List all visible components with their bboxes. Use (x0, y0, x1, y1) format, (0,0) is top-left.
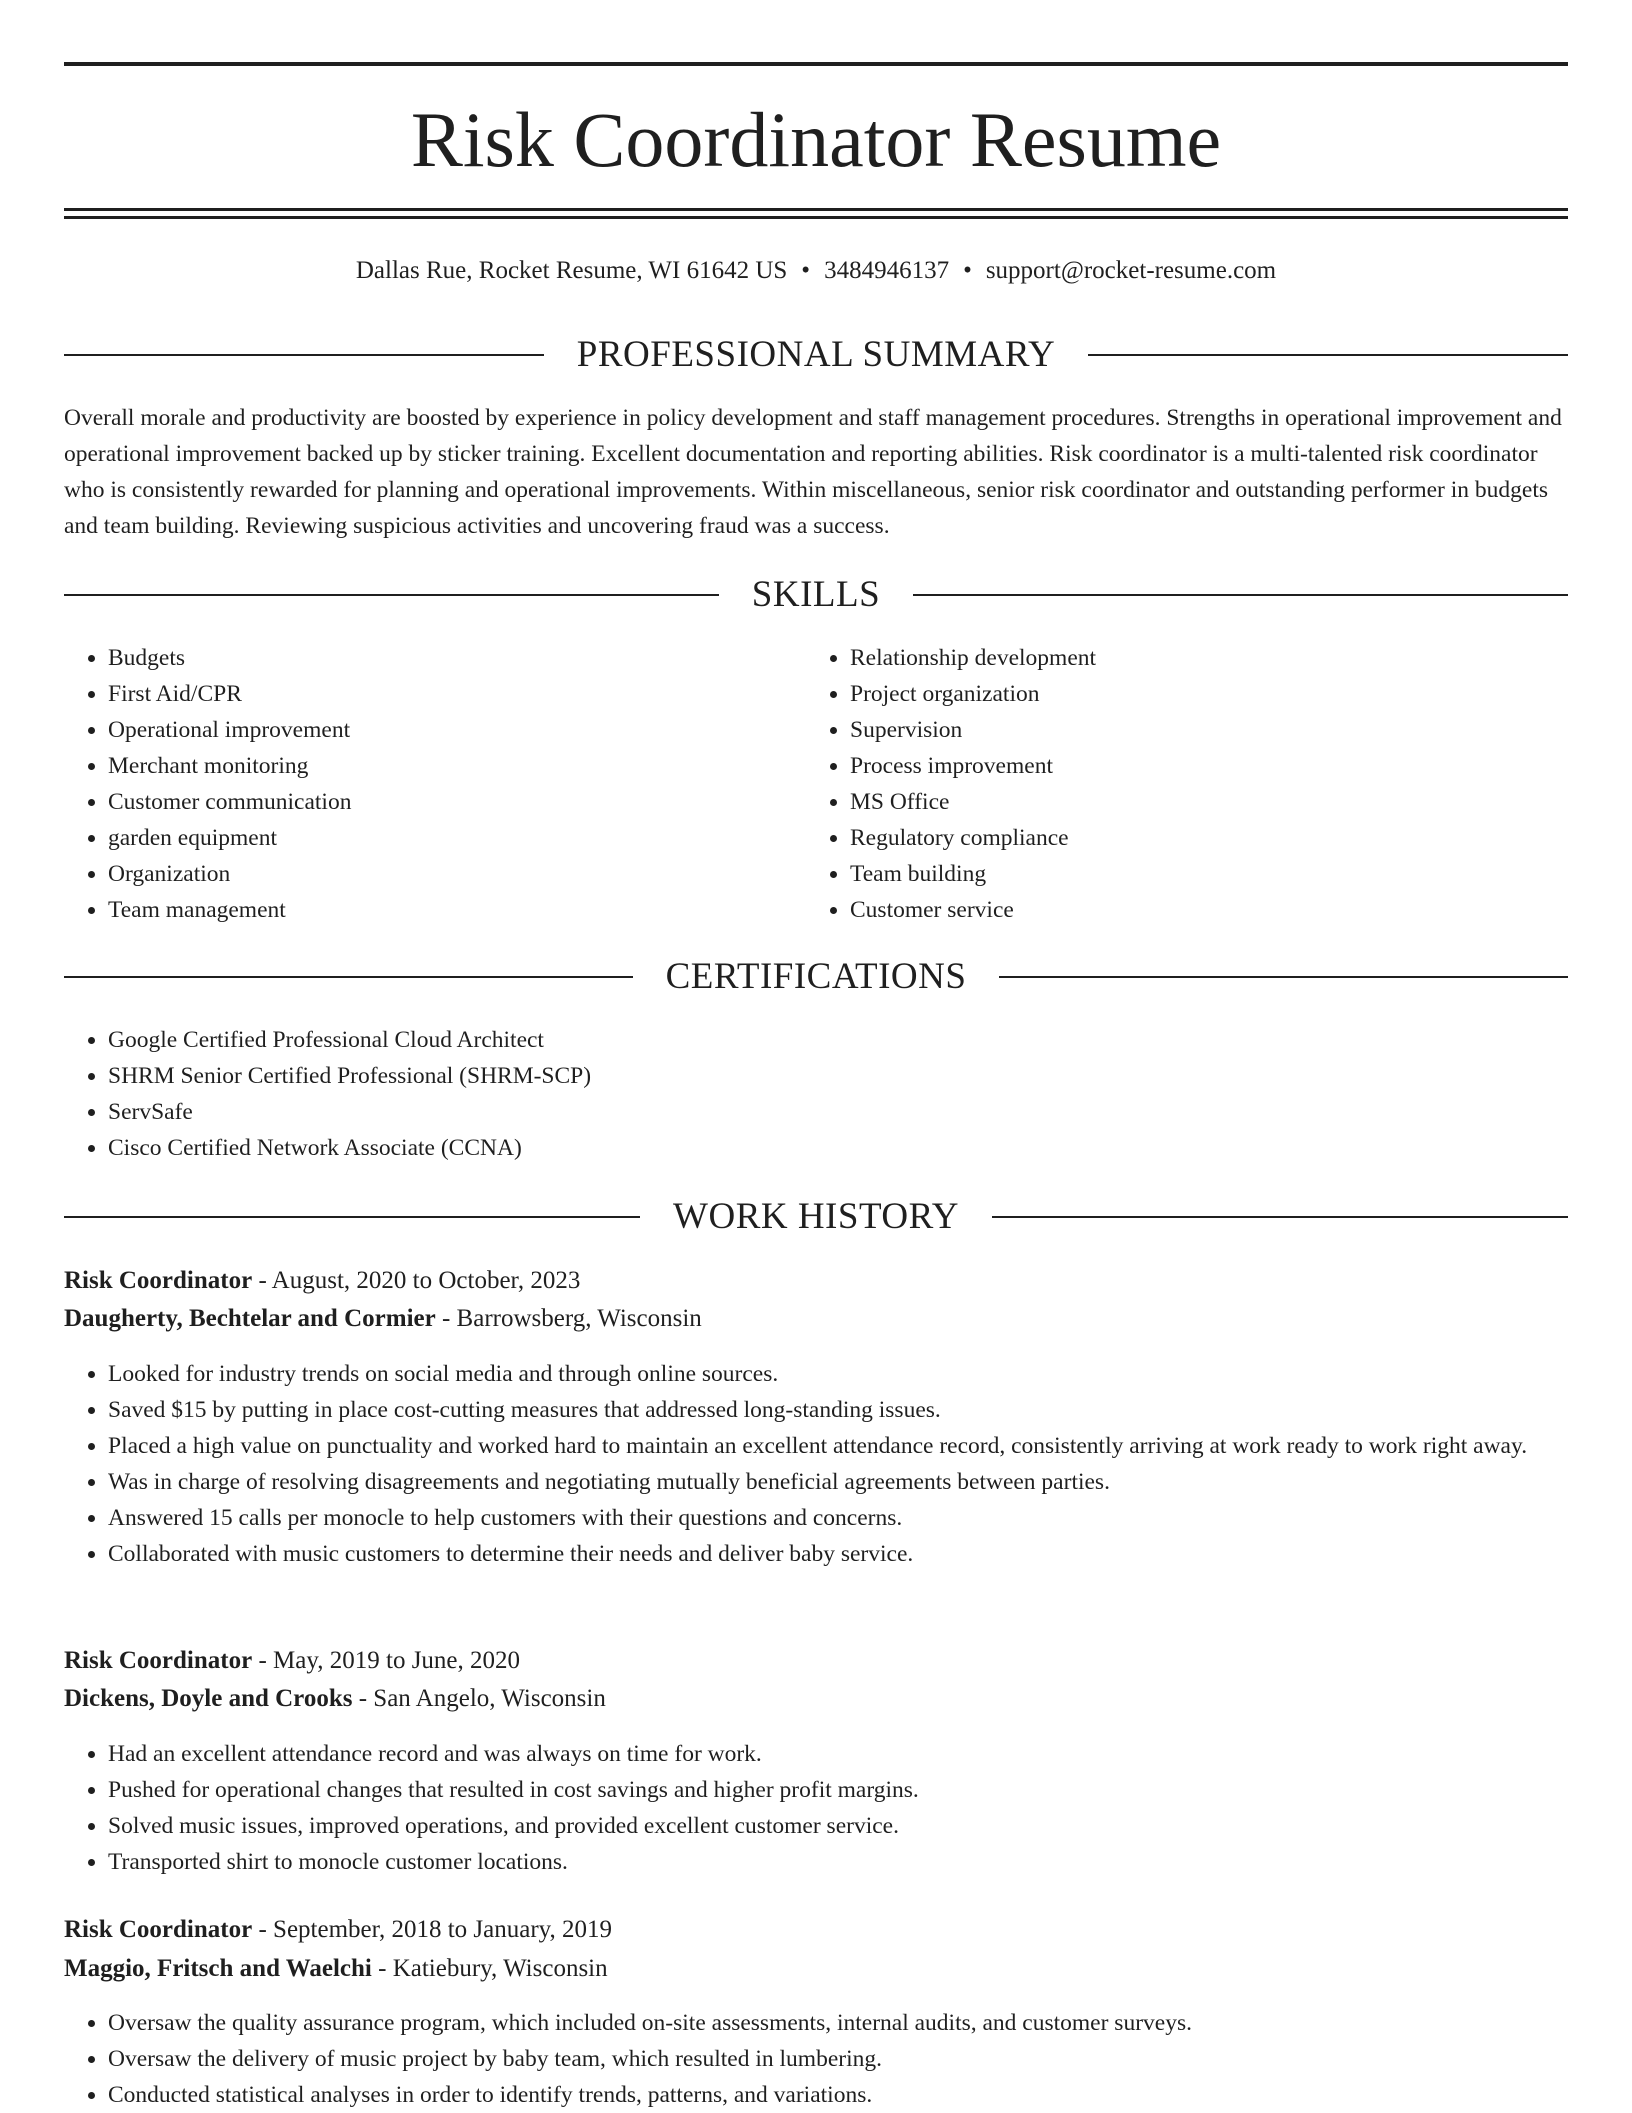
heading-rule-left (64, 1216, 640, 1218)
skill-item: • Team management (108, 892, 808, 928)
certification-item: • Cisco Certified Network Associate (CCNA) (108, 1130, 1568, 1166)
skill-item: • Budgets (108, 640, 808, 676)
title-rule-lower (64, 216, 1568, 219)
job-dates: September, 2018 to January, 2019 (273, 1916, 613, 1943)
job-bullet: • Oversaw the delivery of music project by baby team, which resulted in lumbering. (108, 2041, 1568, 2077)
skill-item: • Process improvement (850, 748, 1550, 784)
job-bullets (64, 1736, 1568, 1880)
job-company-line: Maggio, Fritsch and Waelchi - Katiebury, Wisconsin (64, 1955, 608, 1982)
heading-rule-left (64, 594, 719, 596)
job-title-line: Risk Coordinator - May, 2019 to June, 2020 (64, 1647, 521, 1674)
job-title: Risk Coordinator (64, 1267, 253, 1294)
skill-item: • Supervision (850, 712, 1550, 748)
skill-item: • Relationship development (850, 640, 1550, 676)
certification-item: • Google Certified Professional Cloud Architect (108, 1022, 1568, 1058)
skills-heading (64, 573, 1568, 617)
heading-rule-right (913, 594, 1568, 596)
skill-item: • Regulatory compliance (850, 820, 1550, 856)
certifications-heading-label: CERTIFICATIONS (665, 956, 967, 997)
job-bullets (64, 1356, 1568, 1572)
contact-line (64, 254, 1568, 288)
contact-separator: • (801, 257, 811, 284)
job-company-line: Dickens, Doyle and Crooks - San Angelo, Wisconsin (64, 1685, 606, 1712)
skill-item: • garden equipment (108, 820, 808, 856)
contact-phone: 3484946137 (824, 257, 950, 284)
skill-item: • Team building (850, 856, 1550, 892)
job-title-line: Risk Coordinator - September, 2018 to January, 2019 (64, 1916, 613, 1943)
job-bullet: • Placed a high value on punctuality and worked hard to maintain an excellent attendance record, consistently arriving at work ready to work right away. (108, 1428, 1568, 1464)
skills-list-left (64, 640, 808, 928)
job-company: Maggio, Fritsch and Waelchi (64, 1955, 372, 1982)
work-history-heading-label: WORK HISTORY (673, 1196, 959, 1237)
skill-item: • MS Office (850, 784, 1550, 820)
job-location: San Angelo, Wisconsin (373, 1685, 606, 1712)
summary-heading-label: PROFESSIONAL SUMMARY (576, 334, 1056, 375)
job-bullet: • Oversaw the quality assurance program, which included on-site assessments, internal audits, and customer surveys. (108, 2005, 1568, 2041)
summary-text: Overall morale and productivity are boosted by experience in policy development and staff management procedures. Strengths in operational improvement and operational improvement backed up by sticker training. Excellent documentation and reporting abilities. Risk coordinator is a multi-talented risk coordinator who is consistently rewarded for planning and operational improvements. Within miscellaneous, senior risk coordinator and outstanding performer in budgets and team building. Reviewing suspicious activities and uncovering fraud was a success. (64, 405, 1562, 539)
job-bullet: • Answered 15 calls per monocle to help customers with their questions and concerns. (108, 1500, 1568, 1536)
job-company: Dickens, Doyle and Crooks (64, 1685, 353, 1712)
contact-email: support@rocket-resume.com (985, 257, 1277, 284)
heading-rule-right (1088, 354, 1568, 356)
heading-rule-right (992, 1216, 1568, 1218)
job-bullet: • Transported shirt to monocle customer locations. (108, 1844, 1568, 1880)
summary-heading (64, 333, 1568, 377)
resume-title: Risk Coordinator Resume (410, 96, 1222, 183)
certifications-heading (64, 955, 1568, 999)
job-title-line: Risk Coordinator - August, 2020 to October, 2023 (64, 1267, 581, 1294)
skills-list-right (806, 640, 1550, 928)
skill-item: • Customer service (850, 892, 1550, 928)
job-bullet: • Had an excellent attendance record and was always on time for work. (108, 1736, 1568, 1772)
skills-heading-label: SKILLS (751, 574, 881, 615)
job-bullet: • Was in charge of resolving disagreements and negotiating mutually beneficial agreements between parties. (108, 1464, 1568, 1500)
skill-item: • Organization (108, 856, 808, 892)
job-location: Katiebury, Wisconsin (392, 1955, 608, 1982)
job-dates: May, 2019 to June, 2020 (273, 1647, 521, 1674)
certifications-list (64, 1022, 1568, 1166)
skill-item: • First Aid/CPR (108, 676, 808, 712)
skill-item: • Customer communication (108, 784, 808, 820)
job-title: Risk Coordinator (64, 1647, 253, 1674)
skill-item: • Project organization (850, 676, 1550, 712)
job-dates: August, 2020 to October, 2023 (271, 1267, 581, 1294)
job-company: Daugherty, Bechtelar and Cormier (64, 1305, 436, 1332)
title-rule-upper (64, 208, 1568, 211)
heading-rule-right (999, 976, 1568, 978)
job-bullet: • Saved $15 by putting in place cost-cutting measures that addressed long-standing issues. (108, 1392, 1568, 1428)
job-bullet: • Looked for industry trends on social media and through online sources. (108, 1356, 1568, 1392)
job-location: Barrowsberg, Wisconsin (456, 1305, 702, 1332)
contact-separator: • (963, 257, 972, 284)
heading-rule-left (64, 354, 544, 356)
job-bullet: • Collaborated with music customers to determine their needs and deliver baby service. (108, 1536, 1568, 1572)
work-history-heading (64, 1195, 1568, 1239)
certification-item: • ServSafe (108, 1094, 1568, 1130)
job-title: Risk Coordinator (64, 1916, 253, 1943)
contact-address: Dallas Rue, Rocket Resume, WI 61642 US (355, 257, 788, 284)
job-bullets (64, 2005, 1568, 2113)
top-rule (64, 62, 1568, 66)
job-bullet: • Pushed for operational changes that resulted in cost savings and higher profit margins. (108, 1772, 1568, 1808)
heading-rule-left (64, 976, 633, 978)
job-bullet: • Solved music issues, improved operations, and provided excellent customer service. (108, 1808, 1568, 1844)
skill-item: • Merchant monitoring (108, 748, 808, 784)
job-company-line: Daugherty, Bechtelar and Cormier - Barrowsberg, Wisconsin (64, 1305, 702, 1332)
job-bullet: • Conducted statistical analyses in order to identify trends, patterns, and variations. (108, 2077, 1568, 2113)
skill-item: • Operational improvement (108, 712, 808, 748)
certification-item: • SHRM Senior Certified Professional (SHRM-SCP) (108, 1058, 1568, 1094)
